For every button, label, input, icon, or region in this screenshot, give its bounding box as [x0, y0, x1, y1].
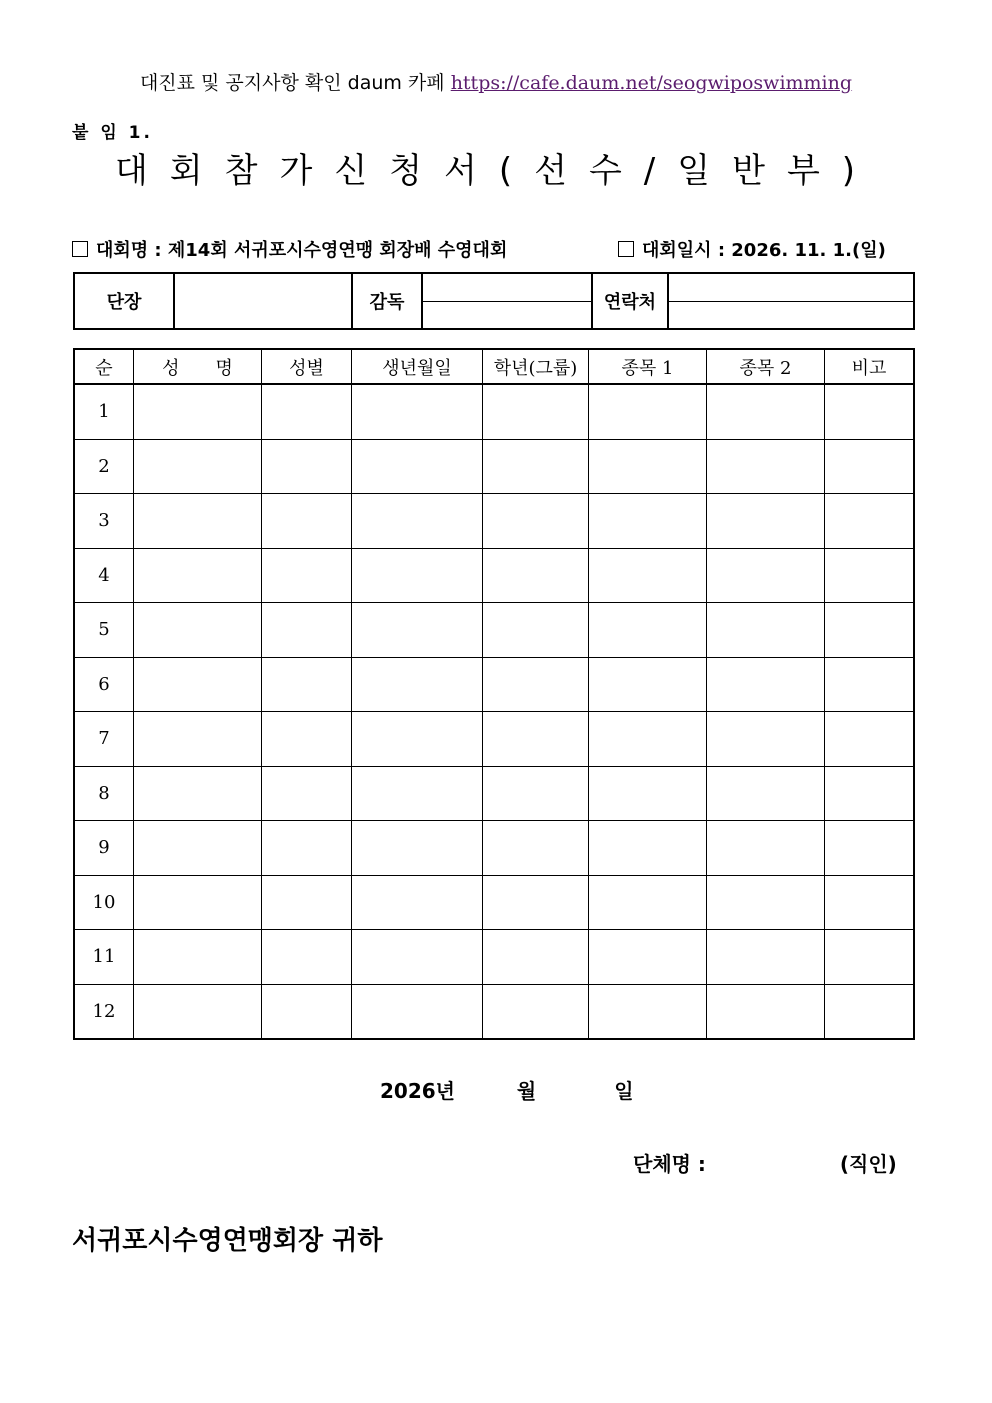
birthdate-cell[interactable] [352, 821, 483, 876]
gender-cell[interactable] [262, 548, 352, 603]
cafe-notice-text: 대진표 및 공지사항 확인 daum 카페 [139, 72, 445, 94]
table-row [74, 821, 914, 876]
name-cell[interactable] [134, 603, 262, 658]
grade-cell[interactable] [483, 875, 589, 930]
col-header-birthdate: 생년월일 [352, 349, 483, 384]
event1-cell[interactable] [589, 603, 707, 658]
table-row [74, 712, 914, 767]
col-header-grade: 학년(그룹) [483, 349, 589, 384]
row-number: 10 [74, 875, 134, 930]
row-number: 3 [74, 494, 134, 549]
name-cell[interactable] [134, 384, 262, 439]
grade-cell[interactable] [483, 930, 589, 985]
name-cell[interactable] [134, 657, 262, 712]
event2-cell[interactable] [707, 548, 825, 603]
event1-cell[interactable] [589, 930, 707, 985]
name-cell[interactable] [134, 875, 262, 930]
gender-cell[interactable] [262, 657, 352, 712]
table-row [74, 439, 914, 494]
remarks-cell[interactable] [825, 657, 915, 712]
event2-cell[interactable] [707, 875, 825, 930]
row-number: 6 [74, 657, 134, 712]
table-row [74, 384, 914, 439]
grade-cell[interactable] [483, 439, 589, 494]
birthdate-cell[interactable] [352, 548, 483, 603]
event1-cell[interactable] [589, 548, 707, 603]
row-number: 7 [74, 712, 134, 767]
event-name: 대회명 : 제14회 서귀포시수영연맹 회장배 수영대회 [96, 240, 508, 261]
remarks-cell[interactable] [825, 494, 915, 549]
gender-cell[interactable] [262, 384, 352, 439]
birthdate-cell[interactable] [352, 657, 483, 712]
leader-field[interactable] [174, 273, 352, 329]
cafe-notice [0, 68, 992, 95]
col-header-no: 순 [74, 349, 134, 384]
remarks-cell[interactable] [825, 603, 915, 658]
birthdate-cell[interactable] [352, 875, 483, 930]
org-label: 단체명 : [633, 1152, 706, 1176]
checkbox-square-icon [72, 241, 88, 257]
birthdate-cell[interactable] [352, 603, 483, 658]
row-number: 5 [74, 603, 134, 658]
col-header-name: 성 명 [134, 349, 262, 384]
event2-cell[interactable] [707, 603, 825, 658]
gender-cell[interactable] [262, 712, 352, 767]
submission-date [380, 1075, 634, 1104]
contact-label: 연락처 [592, 273, 668, 329]
grade-cell[interactable] [483, 494, 589, 549]
remarks-cell[interactable] [825, 984, 915, 1039]
gender-cell[interactable] [262, 875, 352, 930]
remarks-cell[interactable] [825, 930, 915, 985]
remarks-cell[interactable] [825, 439, 915, 494]
remarks-cell[interactable] [825, 821, 915, 876]
event2-cell[interactable] [707, 384, 825, 439]
event1-cell[interactable] [589, 494, 707, 549]
grade-cell[interactable] [483, 384, 589, 439]
table-row [74, 657, 914, 712]
row-number: 2 [74, 439, 134, 494]
name-cell[interactable] [134, 766, 262, 821]
date-day: 일 [614, 1079, 634, 1103]
cafe-link[interactable]: https://cafe.daum.net/seogwiposwimming [450, 72, 853, 94]
birthdate-cell[interactable] [352, 984, 483, 1039]
contact-field[interactable] [668, 273, 914, 329]
event2-cell[interactable] [707, 984, 825, 1039]
remarks-cell[interactable] [825, 548, 915, 603]
event2-cell[interactable] [707, 766, 825, 821]
table-row [74, 603, 914, 658]
event2-cell[interactable] [707, 930, 825, 985]
recipient-line: 서귀포시수영연맹회장 귀하 [72, 1226, 383, 1256]
seal-label: (직인) [839, 1152, 897, 1176]
form-title: 대회참가신청서(선수/일반부) [114, 151, 878, 191]
row-number: 9 [74, 821, 134, 876]
roster-header-row [74, 349, 914, 384]
gender-cell[interactable] [262, 439, 352, 494]
col-header-event1: 종목 1 [589, 349, 707, 384]
birthdate-cell[interactable] [352, 930, 483, 985]
event1-cell[interactable] [589, 984, 707, 1039]
table-row [74, 984, 914, 1039]
roster-table [73, 348, 915, 1040]
table-row [74, 766, 914, 821]
row-number: 12 [74, 984, 134, 1039]
grade-cell[interactable] [483, 984, 589, 1039]
grade-cell[interactable] [483, 821, 589, 876]
event2-cell[interactable] [707, 439, 825, 494]
organization-line [633, 1148, 897, 1177]
birthdate-cell[interactable] [352, 494, 483, 549]
event1-cell[interactable] [589, 821, 707, 876]
event-name-line [72, 236, 507, 262]
name-cell[interactable] [134, 821, 262, 876]
gender-cell[interactable] [262, 930, 352, 985]
event2-cell[interactable] [707, 494, 825, 549]
event1-cell[interactable] [589, 439, 707, 494]
grade-cell[interactable] [483, 657, 589, 712]
attachment-label: 붙 임 1. [72, 123, 153, 143]
name-cell[interactable] [134, 494, 262, 549]
table-row [74, 875, 914, 930]
name-cell[interactable] [134, 439, 262, 494]
checkbox-square-icon [618, 241, 634, 257]
event2-cell[interactable] [707, 657, 825, 712]
event1-cell[interactable] [589, 766, 707, 821]
event-date: 대회일시 : 2026. 11. 1.(일) [642, 240, 886, 261]
name-cell[interactable] [134, 984, 262, 1039]
gender-cell[interactable] [262, 821, 352, 876]
row-number: 11 [74, 930, 134, 985]
birthdate-cell[interactable] [352, 439, 483, 494]
officials-table [73, 272, 915, 330]
gender-cell[interactable] [262, 494, 352, 549]
event-date-line [618, 236, 886, 262]
event1-cell[interactable] [589, 875, 707, 930]
name-cell[interactable] [134, 548, 262, 603]
birthdate-cell[interactable] [352, 712, 483, 767]
grade-cell[interactable] [483, 548, 589, 603]
gender-cell[interactable] [262, 766, 352, 821]
remarks-cell[interactable] [825, 766, 915, 821]
row-number: 4 [74, 548, 134, 603]
event2-cell[interactable] [707, 821, 825, 876]
grade-cell[interactable] [483, 712, 589, 767]
col-header-event2: 종목 2 [707, 349, 825, 384]
event1-cell[interactable] [589, 657, 707, 712]
grade-cell[interactable] [483, 766, 589, 821]
grade-cell[interactable] [483, 603, 589, 658]
remarks-cell[interactable] [825, 712, 915, 767]
name-cell[interactable] [134, 930, 262, 985]
remarks-cell[interactable] [825, 875, 915, 930]
name-cell[interactable] [134, 712, 262, 767]
date-year: 2026년 [380, 1079, 455, 1103]
coach-label: 감독 [352, 273, 422, 329]
birthdate-cell[interactable] [352, 766, 483, 821]
table-row [74, 494, 914, 549]
table-row [74, 930, 914, 985]
row-number: 8 [74, 766, 134, 821]
remarks-cell[interactable] [825, 384, 915, 439]
event1-cell[interactable] [589, 384, 707, 439]
row-number: 1 [74, 384, 134, 439]
birthdate-cell[interactable] [352, 384, 483, 439]
col-header-gender: 성별 [262, 349, 352, 384]
col-header-remarks: 비고 [825, 349, 915, 384]
leader-label: 단장 [74, 273, 174, 329]
date-month: 월 [516, 1079, 537, 1103]
gender-cell[interactable] [262, 603, 352, 658]
gender-cell[interactable] [262, 984, 352, 1039]
event2-cell[interactable] [707, 712, 825, 767]
table-row [74, 548, 914, 603]
coach-field[interactable] [422, 273, 592, 329]
event1-cell[interactable] [589, 712, 707, 767]
